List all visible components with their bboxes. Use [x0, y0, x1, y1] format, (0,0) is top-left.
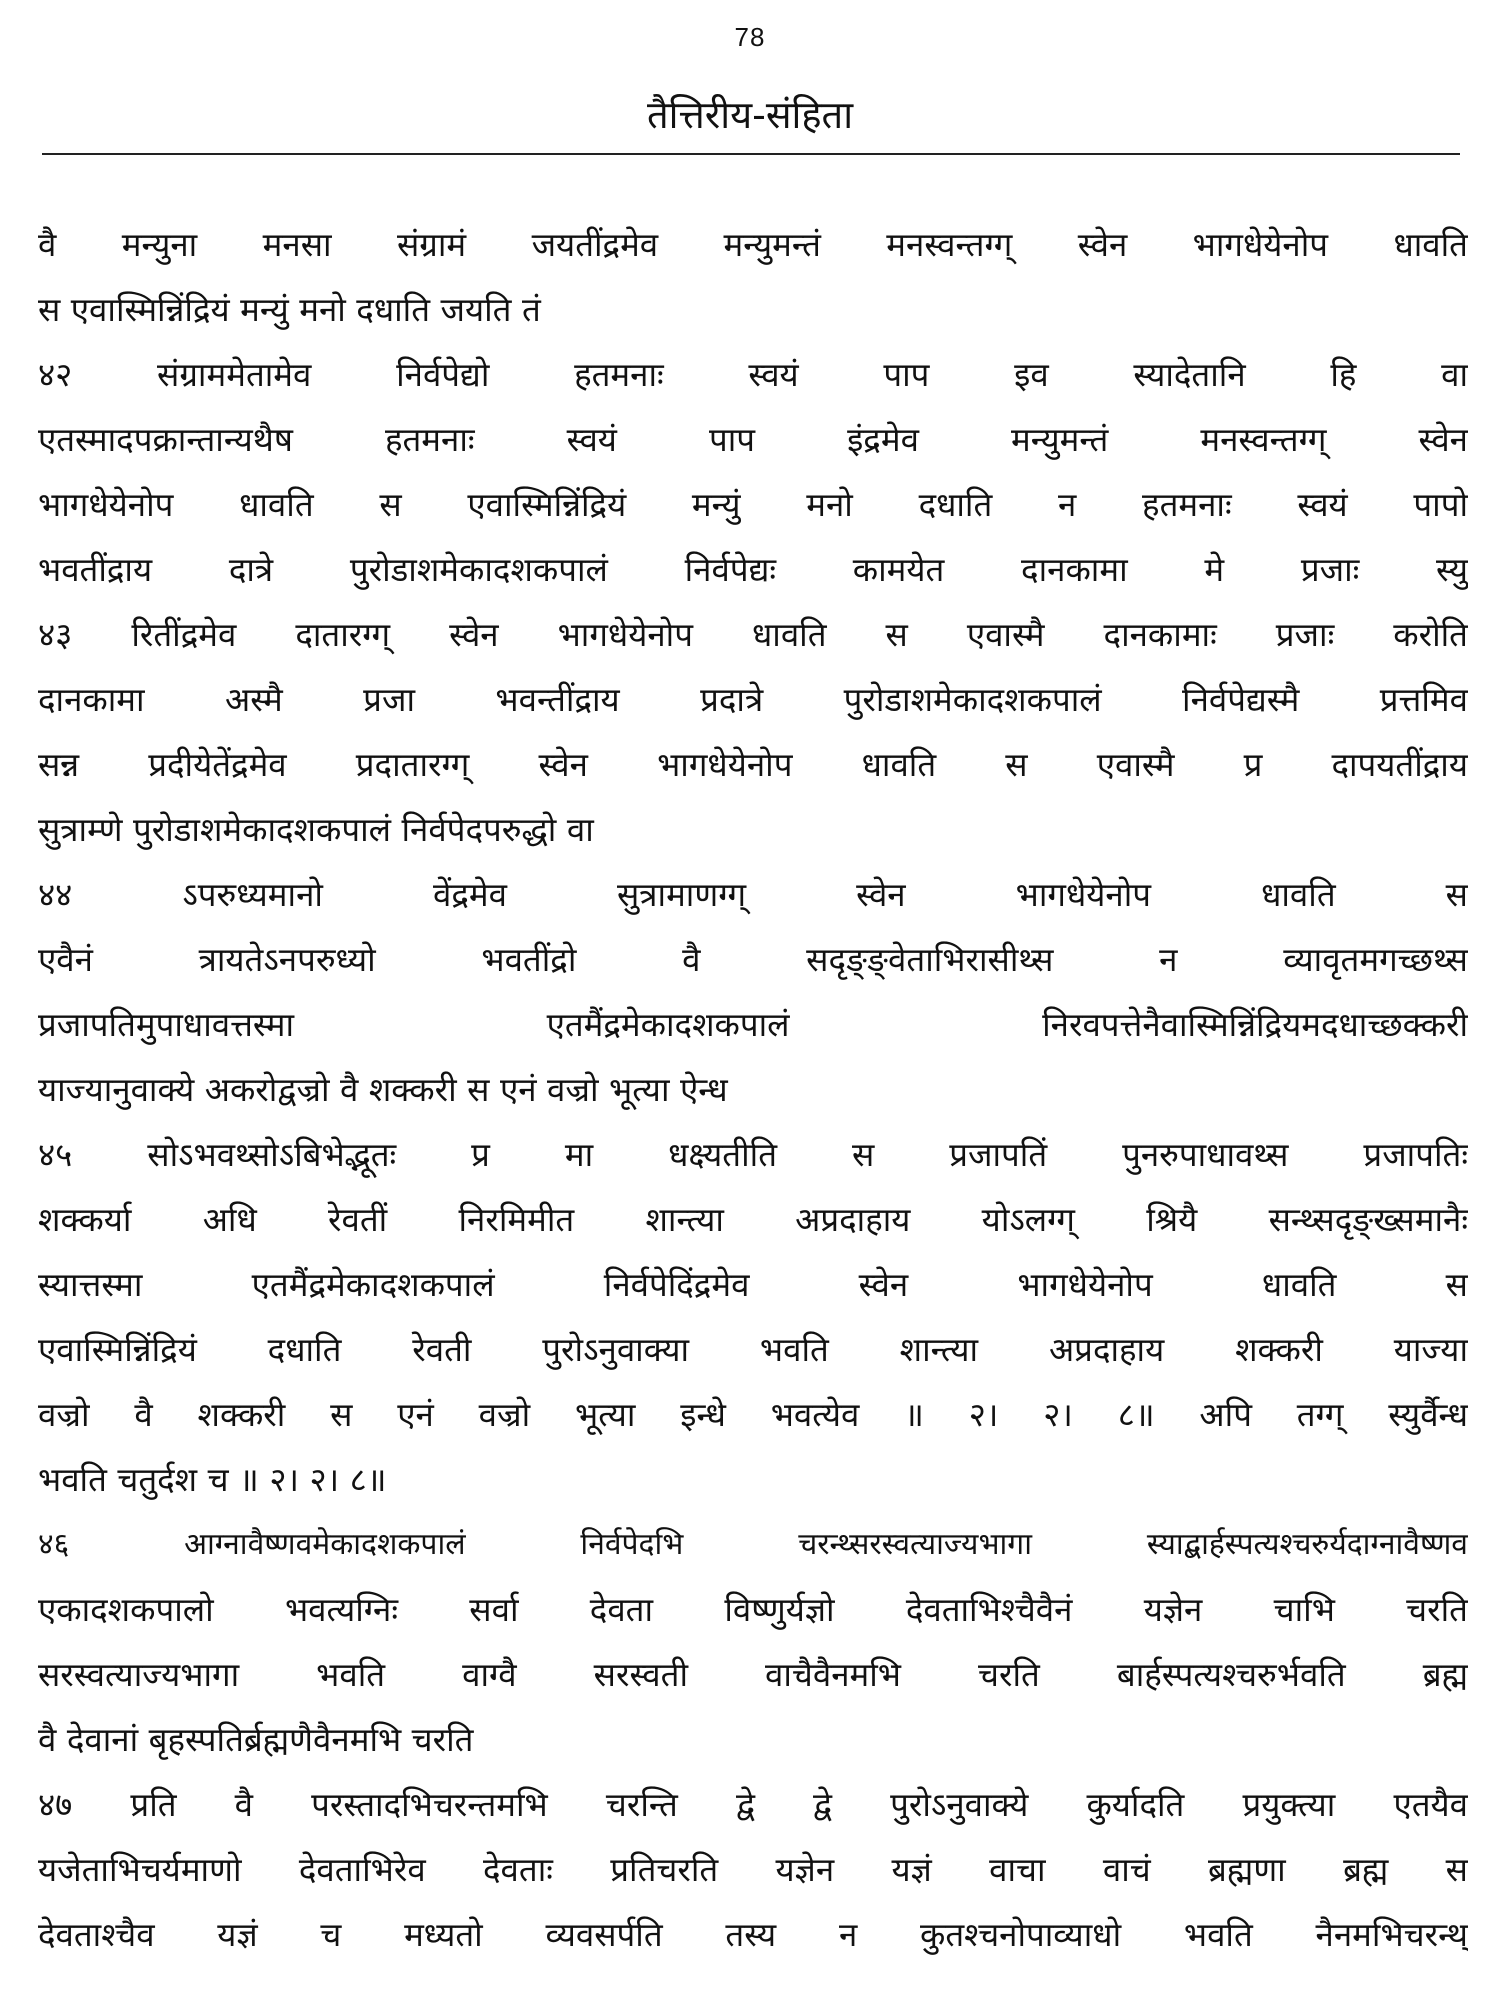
page-title: तैत्तिरीय-संहिता: [646, 93, 854, 137]
text-line: देवताश्चैव यज्ञं च मध्यतो व्यवसर्पति तस्य न कुतश्चनोपाव्याधो भवति नैनमभिचरन्थ्: [38, 1915, 1468, 1954]
text-line: ४५ सोऽभवथ्सोऽबिभेद्भूतः प्र मा धक्ष्यतीति स प्रजापतिं पुनरुपाधावथ्स प्रजापतिः: [38, 1135, 1468, 1174]
text-line: ४४ ऽपरुध्यमानो वेंद्रमेव सुत्रामाणग्ग् स्वेन भागधेयेनोप धावति स: [38, 875, 1468, 914]
text-line: भागधेयेनोप धावति स एवास्मिन्निंद्रियं मन्युं मनो दधाति न हतमनाः स्वयं पापो: [38, 485, 1468, 524]
text-line: सुत्राम्णे पुरोडाशमेकादशकपालं निर्वपेदपरुद्धो वा: [38, 810, 594, 849]
text-line: दानकामा अस्मै प्रजा भवन्तींद्राय प्रदात्रे पुरोडाशमेकादशकपालं निर्वपेद्यस्मै प्रत्तमिव: [38, 680, 1468, 719]
text-line: स्यात्तस्मा एतमैंद्रमेकादशकपालं निर्वपेदिंद्रमेव स्वेन भागधेयेनोप धावति स: [38, 1265, 1468, 1304]
text-line: वै देवानां बृहस्पतिर्ब्रह्मणैवैनमभि चरति: [38, 1720, 474, 1759]
text-line: याज्यानुवाक्ये अकरोद्वज्रो वै शक्करी स एनं वज्रो भूत्या ऐन्ध: [38, 1070, 728, 1109]
text-line: शक्कर्या अधि रेवतीं निरमिमीत शान्त्या अप्रदाहाय योऽलग्ग् श्रियै सन्थ्सदृङ्ख्समानैः: [38, 1200, 1468, 1239]
text-line: एतस्मादपक्रान्तान्यथैष हतमनाः स्वयं पाप इंद्रमेव मन्युमन्तं मनस्वन्तग्ग् स्वेन: [38, 420, 1468, 459]
text-line: ४३ रितींद्रमेव दातारग्ग् स्वेन भागधेयेनोप धावति स एवास्मै दानकामाः प्रजाः करोति: [38, 615, 1468, 654]
text-line: सन्न प्रदीयेतेंद्रमेव प्रदातारग्ग् स्वेन भागधेयेनोप धावति स एवास्मै प्र दापयतींद्राय: [38, 745, 1468, 784]
header-rule: [42, 153, 1460, 155]
text-line: ४७ प्रति वै परस्तादभिचरन्तमभि चरन्ति द्वे द्वे पुरोऽनुवाक्ये कुर्यादति प्रयुक्त्या एतयैव: [38, 1785, 1468, 1824]
text-line: एवैनं त्रायतेऽनपरुध्यो भवतींद्रो वै सदृङ्ङ्वेताभिरासीथ्स न व्यावृतमगच्छथ्स: [38, 940, 1468, 979]
text-line: भवति चतुर्दश च ॥ २। २। ८॥: [38, 1460, 387, 1499]
text-line: सरस्वत्याज्यभागा भवति वाग्वै सरस्वती वाचैवैनमभि चरति बार्हस्पत्यश्चरुर्भवति ब्रह्म: [38, 1655, 1468, 1694]
text-line: ४२ संग्राममेतामेव निर्वपेद्यो हतमनाः स्वयं पाप इव स्यादेतानि हि वा: [38, 355, 1468, 394]
text-line: यजेताभिचर्यमाणो देवताभिरेव देवताः प्रतिचरति यज्ञेन यज्ञं वाचा वाचं ब्रह्मणा ब्रह्म स: [38, 1850, 1468, 1889]
text-line: एकादशकपालो भवत्यग्निः सर्वा देवता विष्णुर्यज्ञो देवताभिश्चैवैनं यज्ञेन चाभि चरति: [38, 1590, 1468, 1629]
text-line: एवास्मिन्निंद्रियं दधाति रेवती पुरोऽनुवाक्या भवति शान्त्या अप्रदाहाय शक्करी याज्या: [38, 1330, 1468, 1369]
page-number: 78: [734, 22, 766, 52]
body-text: [38, 212, 1468, 1967]
text-line: ४६ आग्नावैष्णवमेकादशकपालं निर्वपेदभि चरन्थ्सरस्वत्याज्यभागा स्याद्बार्हस्पत्यश्चरुर्यदाग्नावैष्णव: [38, 1527, 1468, 1562]
text-line: वज्रो वै शक्करी स एनं वज्रो भूत्या इन्धे भवत्येव ॥ २। २। ८॥ अपि तग्ग् स्युर्वैन्ध: [38, 1395, 1468, 1434]
text-line: प्रजापतिमुपाधावत्तस्मा एतमैंद्रमेकादशकपालं निरवपत्तेनैवास्मिन्निंद्रियमदधाच्छक्करी: [38, 1005, 1468, 1044]
text-line: वै मन्युना मनसा संग्रामं जयतींद्रमेव मन्युमन्तं मनस्वन्तग्ग् स्वेन भागधेयेनोप धावति: [38, 225, 1468, 264]
text-line: भवतींद्राय दात्रे पुरोडाशमेकादशकपालं निर्वपेद्यः कामयेत दानकामा मे प्रजाः स्यु: [38, 550, 1468, 589]
text-line: स एवास्मिन्निंद्रियं मन्युं मनो दधाति जयति तं: [38, 290, 541, 329]
